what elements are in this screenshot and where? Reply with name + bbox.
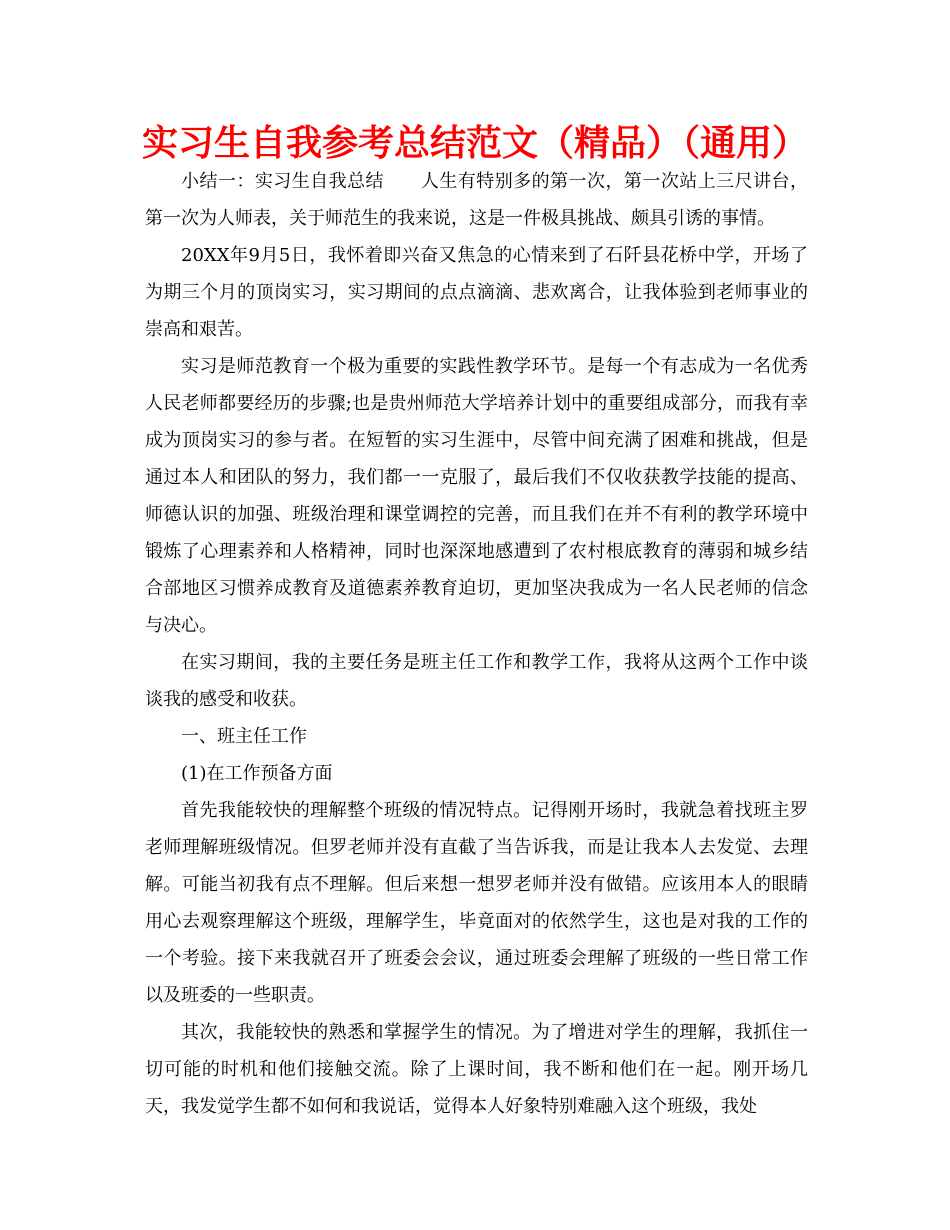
subsection-heading: (1)在工作预备方面: [181, 763, 333, 784]
document-title: 实习生自我参考总结范文（精品）（通用）: [141, 123, 808, 164]
paragraph: 小结一：实习生自我总结 人生有特别多的第一次，第一次站上三尺讲台，第一次为人师表，关于师范生的我来说，这是一件极具挑战、颇具引诱的事情。: [145, 171, 808, 229]
paragraph: 实习是师范教育一个极为重要的实践性教学环节。是每一个有志成为一名优秀人民老师都要经历的步骤;也是贵州师范大学培养计划中的重要组成部分，而我有幸成为顶岗实习的参与者。在短暂的实习生涯中，尽管中间充满了困难和挑战，但是通过本人和团队的努力，我们都一一克服了，最后我们不仅收获教学技能的提高、师德认识的加强、班级治理和课堂调控的完善，而且我们在并不有利的教学环境中锻炼了心理素养和人格精神，同时也深深地感遭到了农村根底教育的薄弱和城乡结合部地区习惯养成教育及道德素养教育迫切，更加坚决我成为一名人民老师的信念与决心。: [145, 356, 808, 636]
document-body: [145, 163, 808, 1125]
paragraph: 其次，我能较快的熟悉和掌握学生的情况。为了增进对学生的理解，我抓住一切可能的时机和他们接触交流。除了上课时间，我不断和他们在一起。刚开场几天，我发觉学生都不如何和我说话，觉得本人好象特别难融入这个班级，我处: [145, 1022, 808, 1117]
paragraph: 20XX年9月5日，我怀着即兴奋又焦急的心情来到了石阡县花桥中学，开场了为期三个月的顶岗实习，实习期间的点点滴滴、悲欢离合，让我体验到老师事业的崇高和艰苦。: [145, 245, 808, 340]
paragraph: 在实习期间，我的主要任务是班主任工作和教学工作，我将从这两个工作中谈谈我的感受和收获。: [145, 652, 808, 710]
paragraph: 首先我能较快的理解整个班级的情况特点。记得刚开场时，我就急着找班主罗老师理解班级情况。但罗老师并没有直截了当告诉我，而是让我本人去发觉、去理解。可能当初我有点不理解。但后来想一想罗老师并没有做错。应该用本人的眼睛用心去观察理解这个班级，理解学生，毕竟面对的依然学生，这也是对我的工作的一个考验。接下来我就召开了班委会会议，通过班委会理解了班级的一些日常工作以及班委的一些职责。: [145, 800, 808, 1006]
section-heading: 一、班主任工作: [181, 726, 307, 747]
